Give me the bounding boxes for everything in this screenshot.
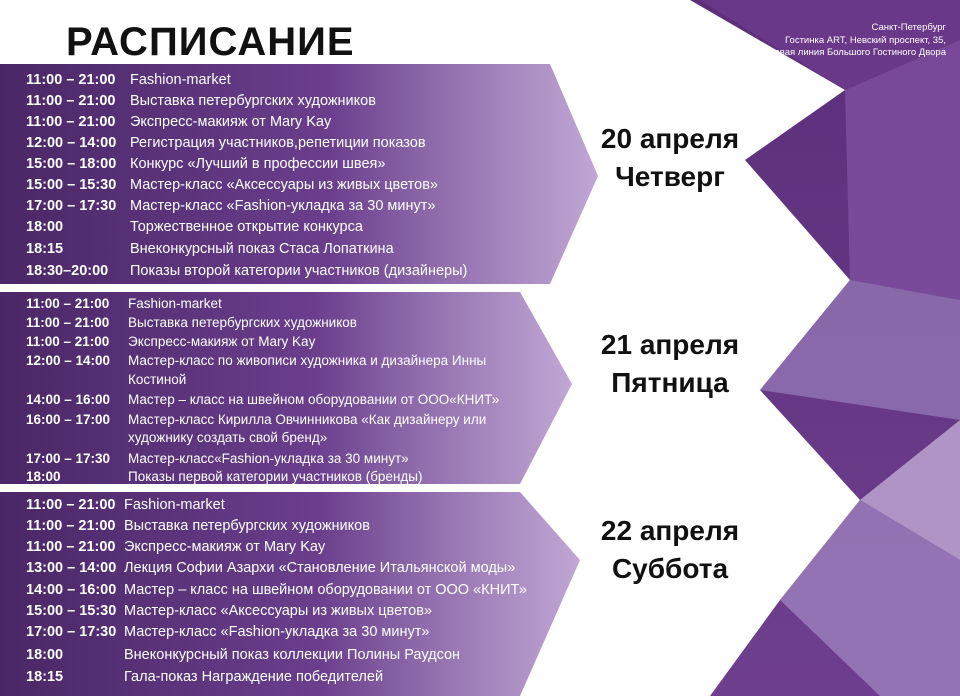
event-time: 15:00 – 15:30 [26, 177, 117, 193]
event-title: Мастер-класс «Fashion-укладка за 30 минут» [130, 198, 436, 214]
event-time: 11:00 – 21:00 [26, 114, 116, 130]
day-weekday: Пятница [611, 367, 729, 398]
event-time: 15:00 – 18:00 [26, 156, 117, 172]
event-time: 14:00 – 16:00 [26, 392, 111, 407]
event-title: Мастер-класс Кирилла Овчинникова «Как дизайнеру или [128, 412, 487, 427]
address-city: Санкт-Петербург [871, 22, 946, 33]
event-time: 11:00 – 21:00 [26, 296, 110, 311]
event-title: Выставка петербургских художников [130, 93, 376, 109]
event-title: Экспресс-макияж от Mary Kay [128, 334, 316, 349]
event-time: 11:00 – 21:00 [26, 497, 116, 513]
event-title: Лекция Софии Азархи «Становление Итальянской моды» [124, 560, 516, 576]
event-time: 11:00 – 21:00 [26, 334, 110, 349]
event-time: 11:00 – 21:00 [26, 72, 116, 88]
day-label-2 [570, 326, 770, 402]
event-title: Показы второй категории участников (дизайнеры) [130, 263, 468, 279]
event-title: Выставка петербургских художников [124, 518, 370, 534]
event-title: Fashion-market [128, 296, 222, 311]
event-title: Показы первой категории участников (бренды) [128, 469, 423, 484]
event-time: 12:00 – 14:00 [26, 135, 117, 151]
event-title: Экспресс-макияж от Mary Kay [130, 114, 332, 130]
event-time: 18:00 [26, 647, 64, 663]
day-date: 22 апреля [600, 515, 740, 546]
address-line: Садовая линия Большого Гостиного Двора [756, 47, 946, 58]
event-time: 18:00 [26, 219, 64, 235]
event-title: Торжественное открытие конкурса [130, 219, 363, 235]
event-title: Конкурс «Лучший в профессии швея» [130, 156, 386, 172]
event-title: Мастер-класс «Аксессуары из живых цветов» [130, 177, 438, 193]
page-title: РАСПИСАНИЕ [66, 20, 355, 64]
event-title: Мастер – класс на швейном оборудовании от ООО«КНИТ» [128, 392, 500, 407]
event-time: 18:15 [26, 241, 64, 257]
event-title: Мастер – класс на швейном оборудовании от ООО «КНИТ» [124, 582, 527, 598]
event-title: Мастер-класс по живописи художника и дизайнера Инны [128, 353, 487, 368]
event-title-continued: Костиной [128, 372, 187, 387]
event-title: Мастер-класс «Fashion-укладка за 30 минут» [124, 624, 430, 640]
day-date: 21 апреля [600, 329, 740, 360]
day-weekday: Суббота [611, 553, 729, 584]
event-time: 17:00 – 17:30 [26, 451, 111, 466]
event-title: Внеконкурсный показ Стаса Лопаткина [130, 241, 394, 257]
day-label-3 [570, 512, 770, 588]
day-weekday: Четверг [615, 161, 725, 192]
event-time: 11:00 – 21:00 [26, 315, 110, 330]
event-title: Экспресс-макияж от Mary Kay [124, 539, 326, 555]
event-title: Регистрация участников,репетиции показов [130, 135, 426, 151]
event-time: 14:00 – 16:00 [26, 582, 117, 598]
event-title: Гала-показ Награждение победителей [124, 669, 384, 685]
event-time: 17:00 – 17:30 [26, 198, 117, 214]
event-time: 17:00 – 17:30 [26, 624, 117, 640]
event-time: 11:00 – 21:00 [26, 539, 116, 555]
day-date: 20 апреля [600, 123, 740, 154]
event-title: Fashion-market [124, 497, 225, 513]
event-title: Мастер-класс «Аксессуары из живых цветов» [124, 603, 432, 619]
event-title-continued: художнику создать свой бренд» [128, 430, 328, 445]
event-title: Мастер-класс«Fashion-укладка за 30 минут» [128, 451, 409, 466]
event-title: Выставка петербургских художников [128, 315, 357, 330]
event-time: 16:00 – 17:00 [26, 412, 111, 427]
day-label-1 [570, 120, 770, 196]
event-time: 18:00 [26, 469, 61, 484]
event-time: 11:00 – 21:00 [26, 518, 116, 534]
event-title: Внеконкурсный показ коллекции Полины Раудсон [124, 647, 461, 663]
event-time: 15:00 – 15:30 [26, 603, 117, 619]
venue-address [757, 22, 946, 60]
event-title: Fashion-market [130, 72, 231, 88]
event-time: 18:30–20:00 [26, 263, 109, 279]
event-time: 12:00 – 14:00 [26, 353, 111, 368]
event-time: 18:15 [26, 669, 64, 685]
event-time: 11:00 – 21:00 [26, 93, 116, 109]
address-venue: Гостинка ART, Невский проспект, 35, [785, 34, 946, 46]
event-time: 13:00 – 14:00 [26, 560, 117, 576]
